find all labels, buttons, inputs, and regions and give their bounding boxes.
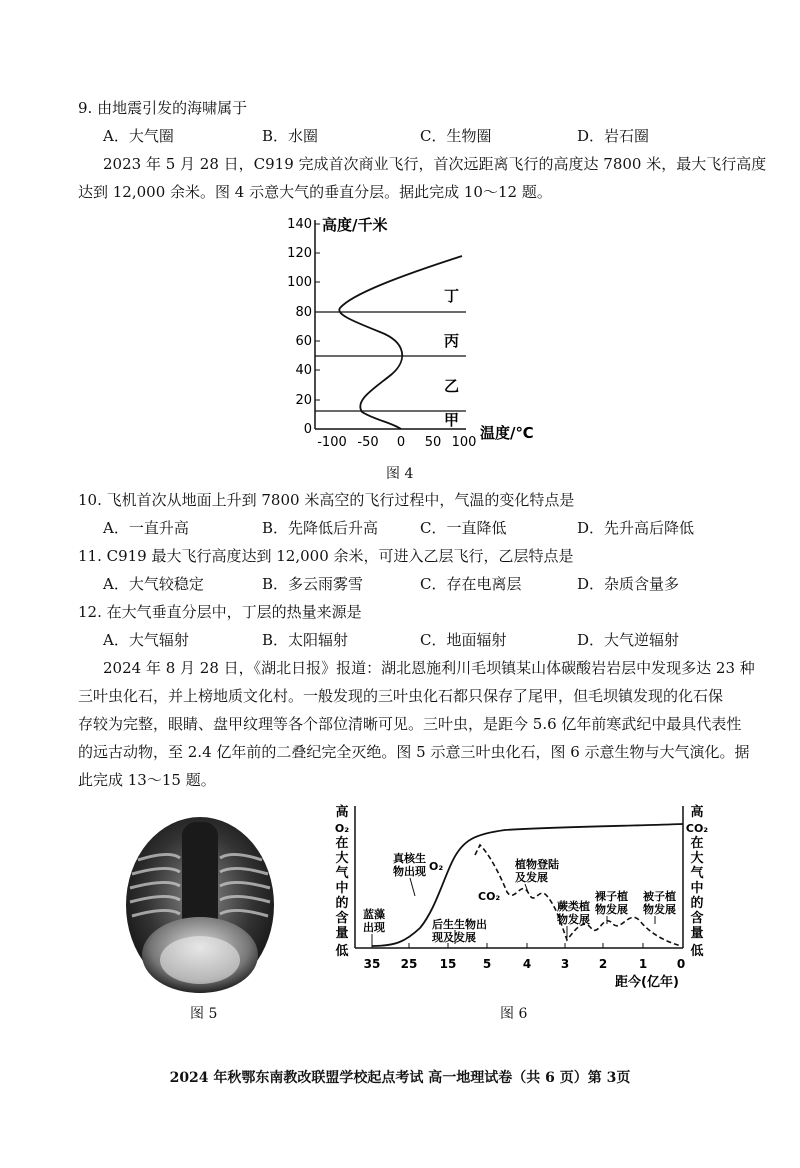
fig4-ytick-20: 20 — [295, 393, 312, 408]
intro2-line4: 的远古动物，至 2.4 亿年前的二叠纪完全灭绝。图 5 示意三叶虫化石，图 6 示意生物与大气演化。据 — [78, 743, 750, 761]
fig4-ytick-60: 60 — [295, 334, 312, 349]
fig6-left-label-0: 高 — [335, 805, 349, 820]
fig5-caption: 图 5 — [190, 1006, 218, 1022]
fig6-xlabel: 距今(亿年) — [615, 975, 679, 990]
fig6-right-label-9: 低 — [690, 944, 704, 959]
fig4-ytick-40: 40 — [295, 363, 312, 378]
q12-option-a: A．大气辐射 — [103, 631, 189, 649]
fig6-co2-label: CO₂ — [478, 890, 501, 903]
page-footer: 2024 年秋鄂东南教改联盟学校起点考试 高一地理试卷（共 6 页）第 3页 — [169, 1070, 631, 1086]
fig4-xtick-neg50: -50 — [357, 435, 379, 450]
fig6-left-label-5: 中 — [335, 881, 349, 896]
fig4-xtick-neg100: -100 — [317, 435, 347, 450]
fig6-right-label-8: 量 — [690, 926, 704, 941]
fig4-layer-yi: 乙 — [444, 377, 460, 395]
fig6-right-label-6: 的 — [690, 896, 704, 911]
figure-4-chart — [280, 208, 570, 458]
intro2-line5: 此完成 13～15 题。 — [78, 771, 216, 789]
fig4-ytick-0: 0 — [303, 422, 312, 437]
fig6-caption: 图 6 — [500, 1006, 528, 1022]
fig6-left-label-1: O₂ — [334, 822, 350, 835]
fig6-event-land-plants-2: 及发展 — [515, 871, 548, 884]
fig6-right-label-7: 含 — [690, 911, 704, 926]
fig6-right-label-1: CO₂ — [685, 822, 709, 835]
intro1-line1: 2023 年 5 月 28 日，C919 完成首次商业飞行，首次远距离飞行的高度达 7800 米，最大飞行高度 — [103, 155, 767, 173]
fig6-event-eukaryote-2: 物出现 — [393, 865, 426, 878]
fig6-event-metazoa-1: 后生生物出 — [432, 918, 487, 931]
fig6-xtick-2: 2 — [598, 957, 608, 971]
q9-option-b: B．水圈 — [262, 127, 319, 145]
fig6-event-metazoa-2: 现及发展 — [432, 931, 476, 944]
fig4-layer-jia: 甲 — [444, 411, 460, 429]
fig4-xlabel: 温度/℃ — [480, 424, 534, 442]
fig6-right-label-2: 在 — [690, 836, 704, 851]
fig6-right-label-4: 气 — [690, 866, 704, 881]
q10-option-d: D．先升高后降低 — [577, 519, 695, 537]
fig4-layer-bing: 丙 — [444, 332, 460, 350]
fig6-event-gymnosperms-1: 裸子植 — [595, 890, 628, 903]
fig6-event-land-plants-1: 植物登陆 — [515, 858, 559, 871]
q12-stem: 12. 在大气垂直分层中，丁层的热量来源是 — [78, 603, 362, 621]
fig4-xtick-0: 0 — [396, 435, 406, 450]
fig6-left-label-4: 气 — [335, 866, 349, 881]
fig6-event-cyanobacteria-2: 出现 — [363, 921, 385, 934]
q10-option-c: C．一直降低 — [420, 519, 507, 537]
fig6-xtick-0: 0 — [676, 957, 686, 971]
fig6-event-angiosperms-2: 物发展 — [643, 903, 676, 916]
fig6-left-label-8: 量 — [335, 926, 349, 941]
q11-stem: 11. C919 最大飞行高度达到 12,000 余米，可进入乙层飞行，乙层特点是 — [78, 547, 574, 565]
fig6-left-label-7: 含 — [335, 911, 349, 926]
q9-option-a: A．大气圈 — [103, 127, 174, 145]
q12-option-d: D．大气逆辐射 — [577, 631, 680, 649]
fig4-ytick-120: 120 — [287, 246, 312, 261]
q11-option-a: A．大气较稳定 — [103, 575, 204, 593]
fig6-xtick-25: 25 — [400, 957, 418, 971]
fig6-right-label-0: 高 — [690, 805, 704, 820]
fig4-ylabel: 高度/千米 — [322, 216, 388, 234]
fig6-xtick-35: 35 — [363, 957, 381, 971]
fig4-ytick-80: 80 — [295, 305, 312, 320]
intro1-line2: 达到 12,000 余米。图 4 示意大气的垂直分层。据此完成 10～12 题。 — [78, 183, 552, 201]
q11-option-c: C．存在电离层 — [420, 575, 522, 593]
fig6-right-label-5: 中 — [690, 881, 704, 896]
q9-option-c: C．生物圈 — [420, 127, 492, 145]
figure-6-chart — [325, 800, 720, 1000]
fig6-xtick-5: 5 — [482, 957, 492, 971]
q10-stem: 10. 飞机首次从地面上升到 7800 米高空的飞行过程中，气温的变化特点是 — [78, 491, 575, 509]
fig4-ytick-140: 140 — [287, 217, 312, 232]
fig4-caption: 图 4 — [386, 466, 414, 482]
fig4-xtick-100: 100 — [451, 435, 477, 450]
fig4-xtick-50: 50 — [424, 435, 442, 450]
q9-option-d: D．岩石圈 — [577, 127, 650, 145]
q12-option-b: B．太阳辐射 — [262, 631, 349, 649]
q10-option-b: B．先降低后升高 — [262, 519, 379, 537]
fig6-event-cyanobacteria-1: 蓝藻 — [363, 908, 385, 921]
intro2-line3: 存较为完整，眼睛、盘甲纹理等各个部位清晰可见。三叶虫，是距今 5.6 亿年前寒武纪中最具代表性 — [78, 715, 742, 733]
fig6-event-ferns-1: 蕨类植 — [557, 900, 590, 913]
q11-option-d: D．杂质含量多 — [577, 575, 680, 593]
fig6-event-gymnosperms-2: 物发展 — [595, 903, 628, 916]
fig6-left-label-6: 的 — [335, 896, 349, 911]
q11-option-b: B．多云雨雾雪 — [262, 575, 364, 593]
figure-5-trilobite-fossil — [110, 810, 290, 1000]
fig6-event-ferns-2: 物发展 — [557, 913, 590, 926]
fig4-ytick-100: 100 — [287, 275, 312, 290]
fig6-left-label-9: 低 — [335, 944, 349, 959]
fig6-xtick-15: 15 — [439, 957, 457, 971]
fig6-xtick-4: 4 — [522, 957, 532, 971]
fig6-left-label-2: 在 — [335, 836, 349, 851]
q9-stem: 9. 由地震引发的海啸属于 — [78, 99, 248, 117]
fig6-right-label-3: 大 — [690, 851, 704, 866]
fig6-o2-curve — [372, 824, 683, 946]
fig6-xtick-3: 3 — [560, 957, 570, 971]
intro2-line2: 三叶虫化石，并上榜地质文化村。一般发现的三叶虫化石都只保存了尾甲，但毛坝镇发现的化石保 — [78, 687, 724, 705]
q10-option-a: A．一直升高 — [103, 519, 189, 537]
intro2-line1: 2024 年 8 月 28 日，《湖北日报》报道：湖北恩施利川毛坝镇某山体碳酸岩岩层中发现多达 23 种 — [103, 659, 755, 677]
fig6-event-eukaryote-1: 真核生 — [393, 852, 426, 865]
fig4-layer-ding: 丁 — [444, 287, 460, 305]
fig6-xtick-1: 1 — [638, 957, 648, 971]
fig6-event-angiosperms-1: 被子植 — [643, 890, 676, 903]
fig6-o2-label: O₂ — [429, 860, 444, 873]
fig6-left-label-3: 大 — [335, 851, 349, 866]
q12-option-c: C．地面辐射 — [420, 631, 507, 649]
